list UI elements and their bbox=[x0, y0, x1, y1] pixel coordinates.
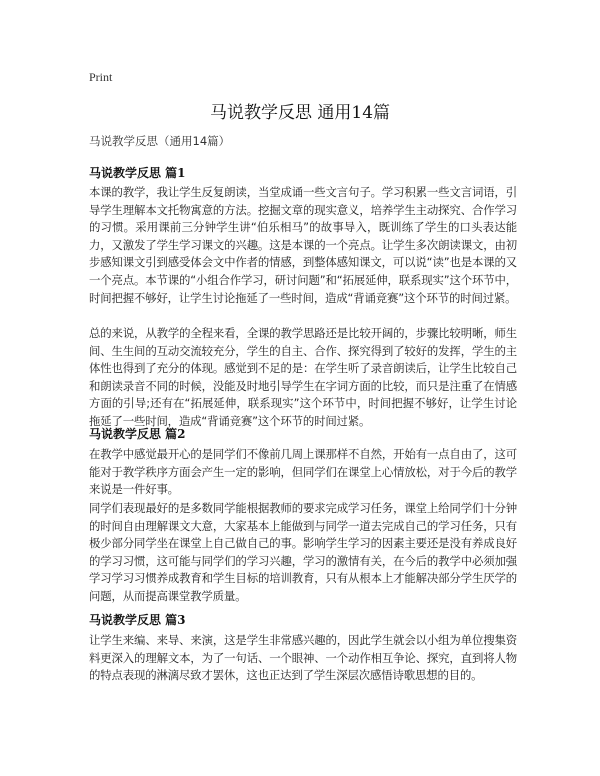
section-2-paragraph-2: 同学们表现最好的是多数同学能根据教师的要求完成学习任务，课堂上给同学们十分钟的时间自由理解课文大意，大家基本上能做到与同学一道去完成自己的学习任务，只有极少部分同学坐在课堂上自己做自己的事。影响学生学习的因素主要还是没有养成良好的学习习惯，这可能与同学们的学习兴趣，学习的激情有关，在今后的教学中必须加强学习学习习惯养成教育和学生目标的培训教育，只有从根本上才能解决部分学生厌学的问题，从而提高课堂教学质量。 bbox=[89, 501, 517, 603]
section-2-paragraph-1: 在教学中感觉最开心的是同学们不像前几周上课那样不自然，开始有一点自由了，这可能对于教学秩序方面会产生一定的影响，但同学们在课堂上心情放松，对于今后的教学来说是一件好事。 bbox=[89, 447, 517, 497]
section-heading-3: 马说教学反思 篇3 bbox=[89, 613, 186, 627]
page-title: 马说教学反思 通用14篇 bbox=[209, 103, 391, 123]
section-1-paragraph-2: 总的来说，从教学的全程来看，全课的教学思路还是比较开阔的，步骤比较明晰，师生间、生生间的互动交流较充分，学生的自主、合作、探究得到了较好的发挥，学生的主体性也得到了充分的体现。感觉到不足的是：在学生听了录音朗读后，让学生比较自己和朗读录音不同的时候，没能及时地引导学生在字词方面的比较，而只是注重了在情感方面的引导;还有在“拓展延伸，联系现实”这个环节中，时间把握不够好，让学生讨论拖延了一些时间，造成“背诵竞赛”这个环节的时间过紧。 bbox=[89, 326, 517, 428]
section-heading-2: 马说教学反思 篇2 bbox=[89, 427, 186, 441]
section-heading-1: 马说教学反思 篇1 bbox=[89, 166, 186, 180]
section-1-paragraph-1: 本课的教学，我让学生反复朗读，当堂成诵一些文言句子。学习积累一些文言词语，引导学生理解本文托物寓意的方法。挖掘文章的现实意义，培养学生主动探究、合作学习的习惯。采用课前三分钟学生讲“伯乐相马”的故事导入，既训练了学生的口头表达能力，又激发了学生学习课文的兴趣。这是本课的一个亮点。让学生多次朗读课文，由初步感知课文引到感受体会文中作者的情感，到整体感知课文，可以说“读”也是本课的又一个亮点。本节课的“小组合作学习，研讨问题”和“拓展延伸，联系现实”这个环节中，时间把握不够好，让学生讨论拖延了一些时间，造成“背诵竞赛”这个环节的时间过紧。 bbox=[89, 185, 517, 305]
section-3-paragraph-1: 让学生来编、来导、来演，这是学生非常感兴趣的，因此学生就会以小组为单位搜集资料更深入的理解文本，为了一句话、一个眼神、一个动作相互争论、探究，直到将人物的特点表现的淋漓尽致才罢休，这也正达到了学生深层次感悟诗歌思想的目的。 bbox=[89, 633, 517, 683]
print-link[interactable]: Print bbox=[89, 70, 113, 84]
document-subtitle: 马说教学反思（通用14篇） bbox=[89, 134, 231, 148]
